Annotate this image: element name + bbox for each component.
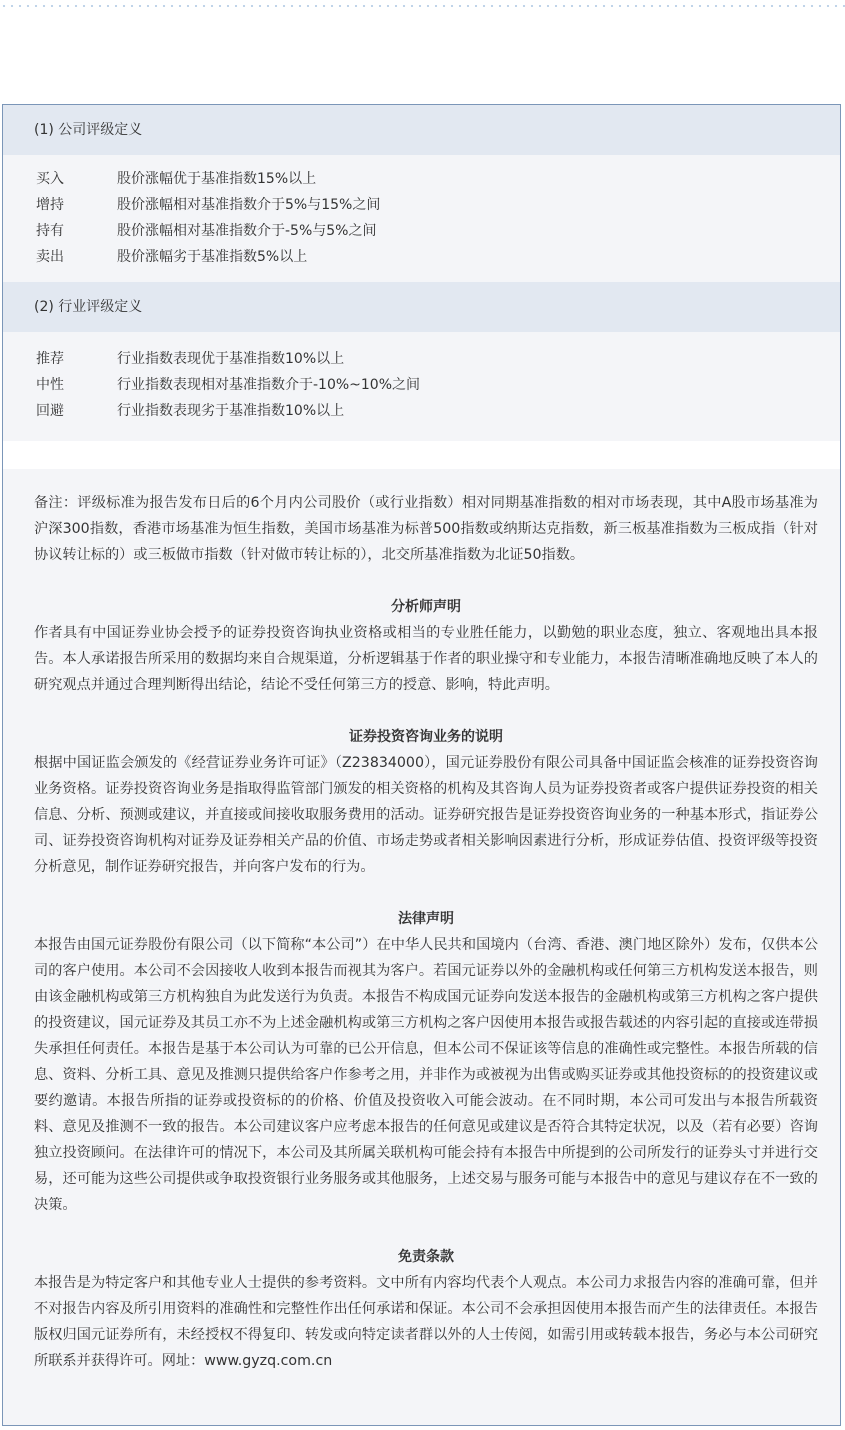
rating-label: 回避 <box>36 403 64 419</box>
rating-label: 卖出 <box>36 249 64 265</box>
list-item <box>3 398 840 424</box>
legal-text: 本报告由国元证券股份有限公司（以下简称“本公司”）在中华人民共和国境内（台湾、香港、澳门地区除外）发布，仅供本公司的客户使用。本公司不会因接收人收到本报告而视其为客户。若国元证券以外的金融机构或任何第三方机构发送本报告，则由该金融机构或第三方机构独自为此发送行为负责。本报告不构成国元证券向发送本报告的金融机构或第三方机构之客户提供的投资建议，国元证券及其员工亦不为上述金融机构或第三方机构之客户因使用本报告或报告载述的内容引起的直接或连带损失承担任何责任。本报告是基于本公司认为可靠的已公开信息，但本公司不保证该等信息的准确性或完整性。本报告所载的信息、资料、分析工具、意见及推测只提供给客户作参考之用，并非作为或被视为出售或购买证券或其他投资标的的投资建议或要约邀请。本报告所指的证券或投资标的的价格、价值及投资收入可能会波动。在不同时期，本公司可发出与本报告所载资料、意见及推测不一致的报告。本公司建议客户应考虑本报告的任何意见或建议是否符合其特定状况，以及（若有必要）咨询独立投资顾问。在法律许可的情况下，本公司及其所属关联机构可能会持有本报告中所提到的公司所发行的证券头寸并进行交易，还可能为这些公司提供或争取投资银行业务服务或其他服务，上述交易与服务可能与本报告中的意见与建议存在不一致的决策。 <box>34 937 818 1213</box>
list-item <box>3 218 840 244</box>
industry-rating-list <box>3 346 840 424</box>
rating-note: 备注：评级标准为报告发布日后的6个月内公司股价（或行业指数）相对同期基准指数的相对市场表现，其中A股市场基准为沪深300指数，香港市场基准为恒生指数，美国市场基准为标普500指数或纳斯达克指数，新三板基准指数为三板成指（针对协议转让标的）或三板做市指数（针对做市转让标的），北交所基准指数为北证50指数。 <box>34 495 818 563</box>
rating-label: 持有 <box>36 223 64 239</box>
rating-label: 增持 <box>36 197 64 213</box>
disclosure-body <box>34 490 818 1374</box>
section-divider <box>3 441 840 469</box>
rating-desc: 股价涨幅优于基准指数15%以上 <box>117 171 317 187</box>
disclaimer-title: 免责条款 <box>398 1249 454 1265</box>
list-item <box>3 166 840 192</box>
advisory-title: 证券投资咨询业务的说明 <box>349 729 503 745</box>
list-item <box>3 192 840 218</box>
company-rating-list <box>3 166 840 270</box>
disclaimer-text: 本报告是为特定客户和其他专业人士提供的参考资料。文中所有内容均代表个人观点。本公司力求报告内容的准确可靠，但并不对报告内容及所引用资料的准确性和完整性作出任何承诺和保证。本公司不会承担因使用本报告而产生的法律责任。本报告版权归国元证券所有，未经授权不得复印、转发或向特定读者群以外的人士传阅，如需引用或转载本报告，务必与本公司研究所联系并获得许可。网址：www.gyzq.com.cn <box>34 1275 818 1369</box>
legal-title: 法律声明 <box>398 911 454 927</box>
rating-desc: 股价涨幅相对基准指数介于5%与15%之间 <box>117 197 381 213</box>
analyst-statement-title: 分析师声明 <box>391 599 461 615</box>
list-item <box>3 346 840 372</box>
advisory-text: 根据中国证监会颁发的《经营证券业务许可证》（Z23834000），国元证券股份有限公司具备中国证监会核准的证券投资咨询业务资格。证券投资咨询业务是指取得监管部门颁发的相关资格的机构及其咨询人员为证券投资者或客户提供证券投资的相关信息、分析、预测或建议，并直接或间接收取服务费用的活动。证券研究报告是证券投资咨询业务的一种基本形式，指证券公司、证券投资咨询机构对证券及证券相关产品的价值、市场走势或者相关影响因素进行分析，形成证券估值、投资评级等投资分析意见，制作证券研究报告，并向客户发布的行为。 <box>34 755 818 875</box>
list-item <box>3 244 840 270</box>
rating-desc: 行业指数表现相对基准指数介于-10%~10%之间 <box>117 377 421 393</box>
rating-desc: 行业指数表现优于基准指数10%以上 <box>117 351 345 367</box>
disclosure-card <box>2 104 841 1426</box>
rating-desc: 股价涨幅劣于基准指数5%以上 <box>117 249 308 265</box>
rating-label: 推荐 <box>36 351 64 367</box>
list-item <box>3 372 840 398</box>
rating-label: 中性 <box>36 377 64 393</box>
industry-rating-header: (2) 行业评级定义 <box>3 282 840 332</box>
company-rating-header: (1) 公司评级定义 <box>3 105 840 155</box>
rating-label: 买入 <box>36 171 64 187</box>
analyst-statement-text: 作者具有中国证券业协会授予的证券投资咨询执业资格或相当的专业胜任能力，以勤勉的职业态度，独立、客观地出具本报告。本人承诺报告所采用的数据均来自合规渠道，分析逻辑基于作者的职业操守和专业能力，本报告清晰准确地反映了本人的研究观点并通过合理判断得出结论，结论不受任何第三方的授意、影响，特此声明。 <box>34 625 818 693</box>
rating-desc: 行业指数表现劣于基准指数10%以上 <box>117 403 345 419</box>
rating-desc: 股价涨幅相对基准指数介于-5%与5%之间 <box>117 223 377 239</box>
top-dotted-border <box>0 5 845 7</box>
